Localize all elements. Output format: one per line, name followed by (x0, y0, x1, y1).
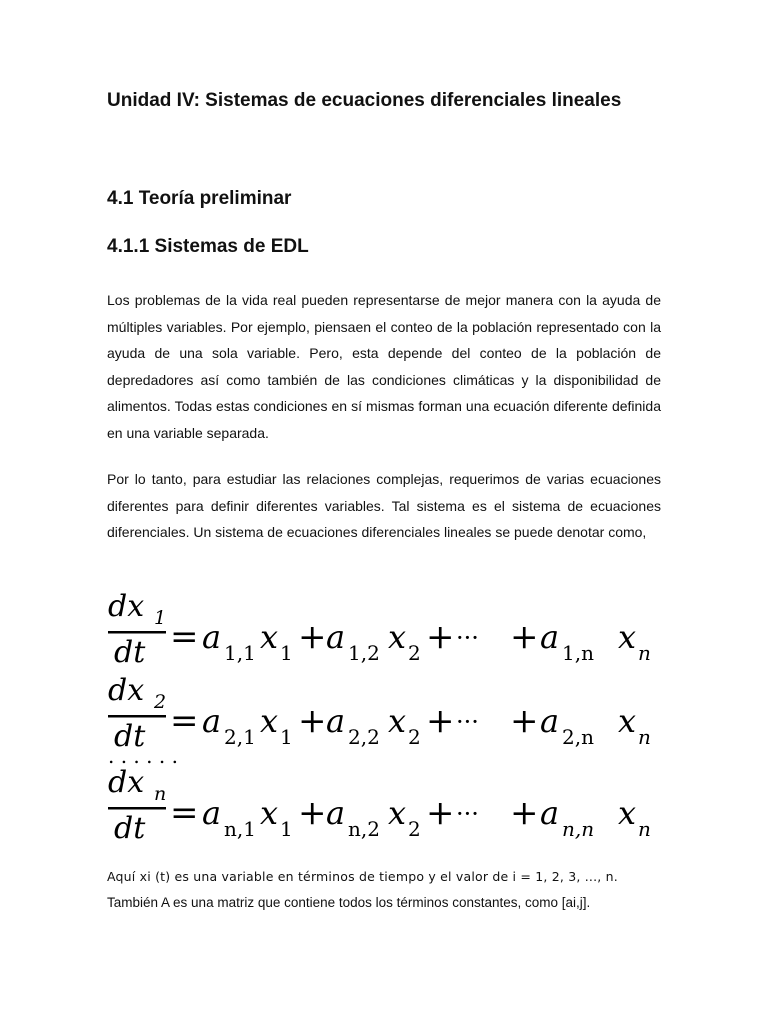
fraction-numerator: dx (108, 673, 145, 708)
coefficient-subscript: n,2 (348, 817, 380, 841)
variable-subscript: 1 (280, 725, 293, 749)
coefficient-subscript: n,1 (224, 817, 256, 841)
plus-sign: + (426, 617, 455, 657)
plus-sign: + (298, 701, 327, 741)
plus-sign: + (510, 793, 539, 833)
equals-sign: = (170, 793, 199, 833)
paragraph-system: Por lo tanto, para estudiar las relaciones complejas, requerimos de varias ecuaciones diferentes para definir diferentes variables. Tal sistema es el sistema de ecuaciones diferenciales. Un sistema de ecuaciones diferenciales lineales se puede denotar como, (107, 471, 661, 540)
fraction-numerator-subscript: n (154, 783, 167, 805)
variable-subscript: 1 (280, 817, 293, 841)
fraction-bar (108, 715, 166, 718)
variable: x (260, 794, 279, 832)
coefficient: a (540, 618, 560, 656)
coefficient-subscript: n,n (562, 817, 595, 841)
dots: ··· (456, 624, 479, 652)
coefficient-subscript: 2,2 (348, 725, 380, 749)
note-variable: Aquí xi (t) es una variable en términos de tiempo y el valor de i = 1, 2, 3, ..., n. (107, 869, 618, 884)
coefficient: a (326, 618, 346, 656)
fraction-denominator: dt (114, 811, 146, 846)
fraction-numerator-subscript: 1 (154, 607, 167, 629)
variable-subscript: 2 (408, 725, 421, 749)
plus-sign: + (510, 617, 539, 657)
equals-sign: = (170, 701, 199, 741)
equals-sign: = (170, 617, 199, 657)
variable-subscript: 2 (408, 817, 421, 841)
coefficient: a (202, 794, 222, 832)
coefficient-subscript: 2,n (562, 725, 594, 749)
subsection-heading: 4.1.1 Sistemas de EDL (107, 236, 309, 257)
variable-subscript: n (638, 817, 651, 841)
fraction-bar (108, 631, 166, 634)
variable: x (388, 702, 407, 740)
variable-subscript: 2 (408, 641, 421, 665)
coefficient: a (326, 702, 346, 740)
variable: x (388, 794, 407, 832)
plus-sign: + (298, 793, 327, 833)
coefficient: a (540, 794, 560, 832)
paragraph-intro: Los problemas de la vida real pueden representarse de mejor manera con la ayuda de múltiples variables. Por ejemplo, piensaen el conteo de la población representado con la ayuda de una sola variable. Pero, esta depende del conteo de la población de depredadores así como también de las condiciones climáticas y la disponibilidad de alimentos. Todas estas condiciones en sí mismas forman una ecuación diferente definida en una variable separada. (107, 292, 661, 441)
dots: ··· (456, 708, 479, 736)
fraction-numerator: dx (108, 589, 145, 624)
variable: x (618, 794, 637, 832)
coefficient: a (540, 702, 560, 740)
note-matrix: También A es una matriz que contiene todos los términos constantes, como [ai,j]. (107, 895, 591, 910)
dots: ··· (456, 800, 479, 828)
coefficient-subscript: 1,1 (224, 641, 256, 665)
variable: x (260, 702, 279, 740)
fraction-numerator: dx (108, 765, 145, 800)
variable: x (618, 702, 637, 740)
coefficient: a (202, 702, 222, 740)
plus-sign: + (426, 793, 455, 833)
variable-subscript: 1 (280, 641, 293, 665)
coefficient-subscript: 1,2 (348, 641, 380, 665)
coefficient-subscript: 2,1 (224, 725, 256, 749)
fraction-bar (108, 807, 166, 810)
plus-sign: + (426, 701, 455, 741)
variable: x (260, 618, 279, 656)
fraction-numerator-subscript: 2 (154, 691, 167, 713)
equation-ellipsis: . . . . . . (108, 744, 178, 768)
variable-subscript: n (638, 725, 651, 749)
fraction-denominator: dt (114, 719, 146, 754)
variable: x (388, 618, 407, 656)
equation-system (104, 589, 704, 846)
plus-sign: + (298, 617, 327, 657)
variable: x (618, 618, 637, 656)
section-heading: 4.1 Teoría preliminar (107, 188, 292, 209)
variable-subscript: n (638, 641, 651, 665)
coefficient-subscript: 1,n (562, 641, 594, 665)
fraction-denominator: dt (114, 635, 146, 670)
coefficient: a (326, 794, 346, 832)
plus-sign: + (510, 701, 539, 741)
document-title: Unidad IV: Sistemas de ecuaciones diferenciales lineales (107, 90, 622, 111)
coefficient: a (202, 618, 222, 656)
